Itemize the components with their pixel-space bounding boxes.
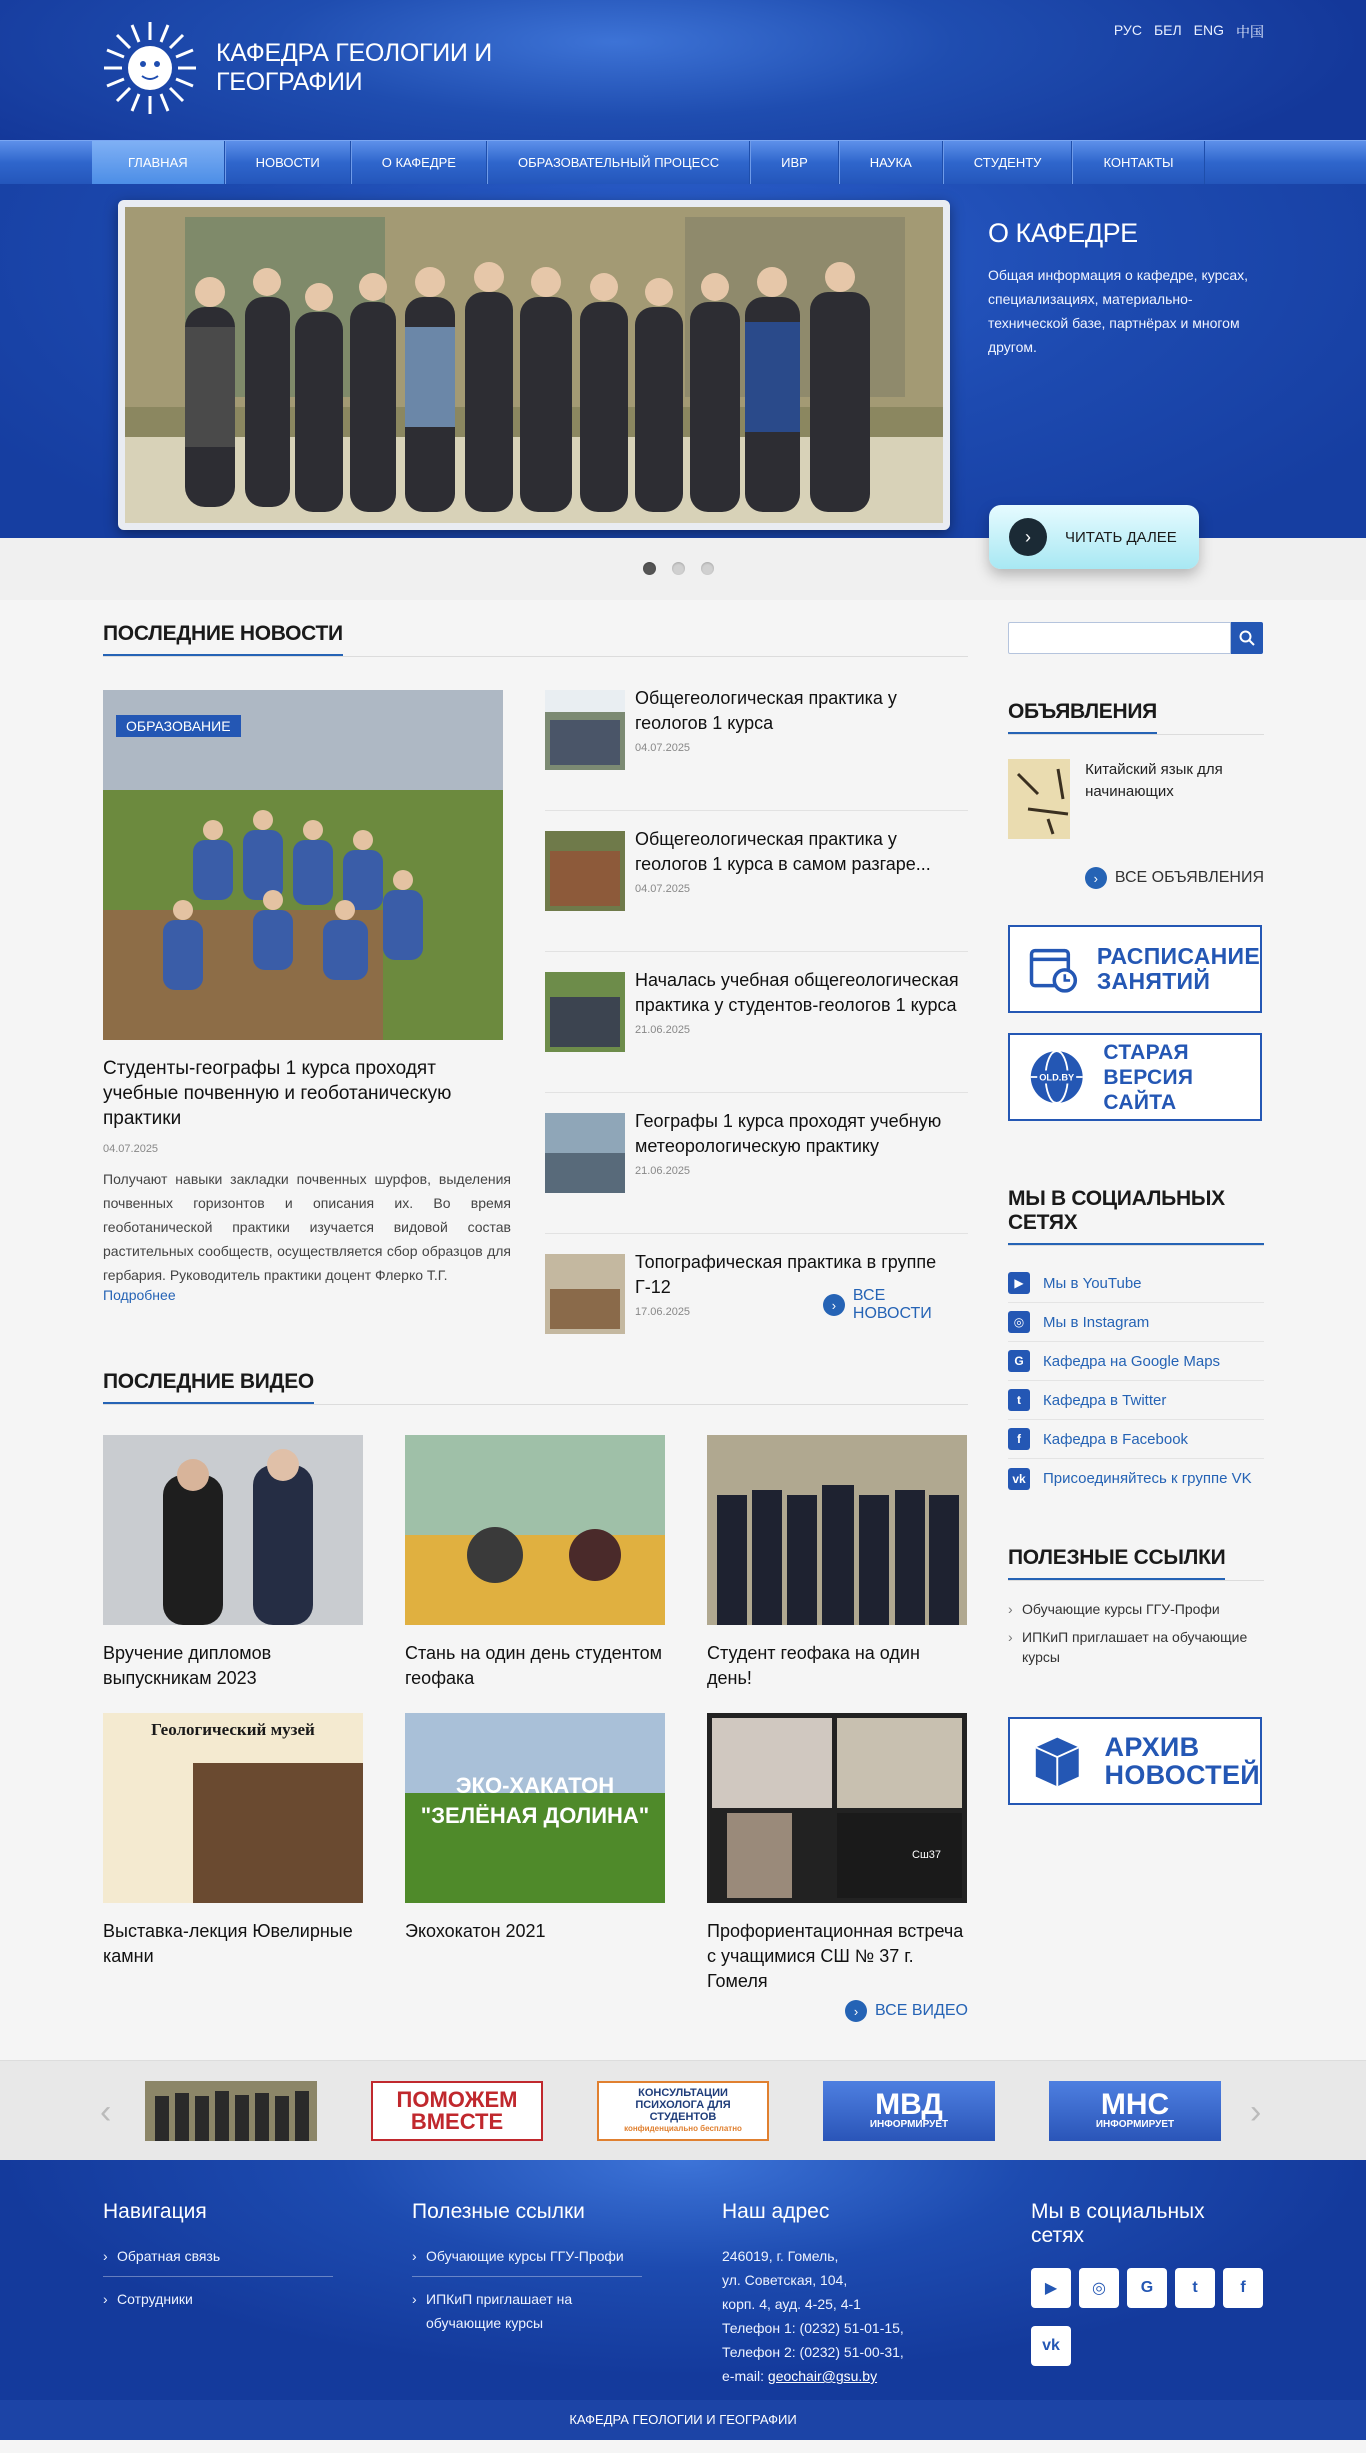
category-badge[interactable]: ОБРАЗОВАНИЕ xyxy=(116,715,241,737)
hero-slider xyxy=(0,184,1366,538)
social-vk-label[interactable]: Присоединяйтесь к группе VK xyxy=(1043,1470,1252,1487)
video-grid xyxy=(103,1435,968,1991)
video-title[interactable]: Студент геофака на один день! xyxy=(707,1643,920,1688)
vk-icon[interactable]: vk xyxy=(1031,2326,1071,2366)
video-title[interactable]: Выставка-лекция Ювелирные камни xyxy=(103,1921,353,1966)
partner-logo-mvd[interactable] xyxy=(823,2081,995,2141)
featured-news xyxy=(103,690,511,1303)
copyright: КАФЕДРА ГЕОЛОГИИ И ГЕОГРАФИИ xyxy=(0,2400,1366,2440)
arrow-right-icon: › xyxy=(845,2000,867,2022)
all-videos-label[interactable]: ВСЕ ВИДЕО xyxy=(875,2002,968,2019)
useful-header xyxy=(1008,1546,1264,1581)
old-site-banner[interactable] xyxy=(1008,1033,1262,1121)
footer-social-title: Мы в социальных сетях xyxy=(1031,2200,1205,2247)
language-switcher xyxy=(1114,22,1264,42)
news-title[interactable]: Началась учебная общегеологическая практика у студентов-геологов 1 курса xyxy=(635,970,959,1015)
sun-logo-icon xyxy=(102,20,198,116)
site-logo[interactable] xyxy=(102,20,496,116)
search-box xyxy=(1008,622,1264,654)
news-item[interactable] xyxy=(545,831,968,952)
carousel-next-arrow[interactable]: › xyxy=(1250,2093,1262,2131)
footer-navigation xyxy=(103,2200,333,2329)
featured-news-title[interactable]: Студенты-географы 1 курса проходят учебные почвенную и геоботаническую практики xyxy=(103,1058,452,1129)
vk-icon: vk xyxy=(1008,1468,1030,1490)
footer-address-title: Наш адрес xyxy=(722,2200,830,2223)
lang-zh[interactable]: 中国 xyxy=(1236,24,1264,40)
address-line: корп. 4, ауд. 4-25, 4-1 xyxy=(722,2296,861,2312)
slider-dot-2[interactable] xyxy=(672,562,685,575)
arrow-right-icon: › xyxy=(1085,867,1107,889)
news-date: 21.06.2025 xyxy=(635,1024,691,1036)
partner-logo-help-together[interactable] xyxy=(371,2081,543,2141)
site-title[interactable]: КАФЕДРА ГЕОЛОГИИ И ГЕОГРАФИИ xyxy=(216,39,492,96)
announcements-header xyxy=(1008,700,1264,735)
mns-logo-line1: МНС xyxy=(1100,2088,1170,2121)
social-title: МЫ В СОЦИАЛЬНЫХ СЕТЯХ xyxy=(1008,1187,1264,1245)
all-videos-link[interactable] xyxy=(845,2000,968,2022)
old-site-logo-text: OLD.BY xyxy=(1039,1072,1075,1083)
nav-science[interactable]: НАУКА xyxy=(839,141,943,185)
address-line: ул. Советская, 104, xyxy=(722,2272,848,2288)
social-vk[interactable] xyxy=(1008,1459,1264,1498)
archive-banner-line2: НОВОСТЕЙ xyxy=(1104,1760,1260,1790)
all-announcements-label[interactable]: ВСЕ ОБЪЯВЛЕНИЯ xyxy=(1114,869,1264,886)
schedule-banner-line2: ЗАНЯТИЙ xyxy=(1096,968,1211,994)
social-google-maps[interactable] xyxy=(1008,1342,1264,1381)
news-date: 04.07.2025 xyxy=(635,883,691,895)
nav-contacts[interactable]: КОНТАКТЫ xyxy=(1072,141,1204,185)
featured-news-date: 04.07.2025 xyxy=(103,1143,159,1155)
footer-useful xyxy=(412,2200,642,2353)
news-title[interactable]: Географы 1 курса проходят учебную метеорологическую практику xyxy=(635,1111,942,1156)
slide-caption xyxy=(988,218,1268,359)
main-nav xyxy=(0,140,1366,184)
news-thumbnail[interactable] xyxy=(545,1113,625,1193)
news-archive-banner[interactable] xyxy=(1008,1717,1262,1805)
social-youtube[interactable] xyxy=(1008,1264,1264,1303)
video-thumbnail[interactable] xyxy=(707,1435,967,1625)
slide-title: О КАФЕДРЕ xyxy=(988,218,1138,248)
news-date: 21.06.2025 xyxy=(635,1165,691,1177)
email-label: e-mail: xyxy=(722,2368,768,2384)
news-thumbnail[interactable] xyxy=(545,972,625,1052)
useful-link[interactable]: › Обучающие курсы ГГУ-Профи xyxy=(1008,1599,1264,1619)
useful-title: ПОЛЕЗНЫЕ ССЫЛКИ xyxy=(1008,1546,1225,1580)
featured-news-image[interactable] xyxy=(103,690,503,1040)
video-card[interactable] xyxy=(707,1435,967,1693)
phone-line: Телефон 2: (0232) 51-00-31, xyxy=(722,2344,904,2360)
instagram-icon[interactable]: ◎ xyxy=(1079,2268,1119,2308)
footer-useful-link[interactable]: › ИПКиП приглашает на обучающие курсы xyxy=(412,2287,642,2343)
nav-about[interactable]: О КАФЕДРЕ xyxy=(351,141,487,185)
arrow-right-icon: › xyxy=(823,1294,845,1316)
old-site-banner-line1: СТАРАЯ xyxy=(1103,1040,1189,1064)
calendar-clock-icon xyxy=(1028,940,1079,998)
slide-image[interactable] xyxy=(118,200,950,530)
video-title[interactable]: Стань на один день студентом геофака xyxy=(405,1643,663,1688)
video-thumbnail[interactable] xyxy=(405,1435,665,1625)
announcement-item[interactable] xyxy=(1008,759,1264,839)
read-more-button[interactable] xyxy=(989,505,1199,569)
video-thumbnail[interactable] xyxy=(405,1713,665,1903)
video-card[interactable] xyxy=(405,1435,665,1693)
footer-link-feedback[interactable]: › Обратная связь xyxy=(103,2244,333,2277)
museum-thumbnail-text: Геологический музей xyxy=(151,1720,315,1739)
all-news-label[interactable]: ВСЕ НОВОСТИ xyxy=(852,1287,932,1322)
news-item[interactable] xyxy=(545,690,968,811)
announcement-title[interactable]: Китайский язык для начинающих xyxy=(1085,761,1223,800)
news-title[interactable]: Топографическая практика в группе Г-12 xyxy=(635,1252,937,1297)
news-title[interactable]: Общегеологическая практика у геологов 1 курса xyxy=(635,688,897,733)
nav-ivr[interactable]: ИВР xyxy=(750,141,839,185)
news-section-title: ПОСЛЕДНИЕ НОВОСТИ xyxy=(103,622,343,656)
lang-be[interactable]: БЕЛ xyxy=(1153,22,1182,38)
footer-useful-link[interactable]: › Обучающие курсы ГГУ-Профи xyxy=(412,2244,642,2277)
partners-carousel xyxy=(0,2060,1366,2160)
help-logo-line1: ПОМОЖЕМ xyxy=(396,2087,518,2112)
social-instagram[interactable] xyxy=(1008,1303,1264,1342)
arrow-right-icon: › xyxy=(1009,518,1047,556)
psych-logo-line4: конфиденциально бесплатно xyxy=(624,2124,742,2133)
old-site-banner-line2: ВЕРСИЯ САЙТА xyxy=(1103,1065,1194,1114)
news-thumbnail[interactable] xyxy=(545,1254,625,1334)
youtube-icon: ▶ xyxy=(1008,1272,1030,1294)
video-thumbnail[interactable] xyxy=(103,1713,363,1903)
address-line: 246019, г. Гомель, xyxy=(722,2248,839,2264)
social-facebook-label[interactable]: Кафедра в Facebook xyxy=(1043,1430,1189,1448)
news-date: 04.07.2025 xyxy=(635,742,691,754)
all-news-link[interactable] xyxy=(823,1287,968,1323)
mvd-logo-line2: ИНФОРМИРУЕТ xyxy=(869,2119,949,2130)
featured-news-text: Получают навыки закладки почвенных шурфов, выделения почвенных горизонтов и описания их. Во время геоботанической практики изучается видовой состав растительных сообществ, осуществляется сбор образцов для гербария. Руководитель практики доцент Флерко Т.Г. xyxy=(103,1171,511,1283)
video-thumbnail[interactable] xyxy=(707,1713,967,1903)
nav-education[interactable]: ОБРАЗОВАТЕЛЬНЫЙ ПРОЦЕСС xyxy=(487,141,750,185)
social-twitter-label[interactable]: Кафедра в Twitter xyxy=(1043,1391,1167,1409)
carousel-prev-arrow[interactable]: ‹ xyxy=(100,2093,112,2131)
search-button[interactable] xyxy=(1231,622,1263,654)
footer-address xyxy=(722,2200,952,2388)
header xyxy=(0,0,1366,140)
mvd-logo-line1: МВД xyxy=(875,2088,943,2121)
read-more-label: ЧИТАТЬ ДАЛЕЕ xyxy=(1065,528,1177,546)
partner-logo-photo[interactable] xyxy=(145,2081,317,2141)
news-thumbnail[interactable] xyxy=(545,831,625,911)
email-link[interactable]: geochair@gsu.by xyxy=(767,2368,878,2384)
video-title[interactable]: Экохокатон 2021 xyxy=(405,1921,546,1941)
news-title[interactable]: Общегеологическая практика у геологов 1 курса в самом разгаре... xyxy=(635,829,931,874)
social-header xyxy=(1008,1187,1264,1246)
slider-dot-1[interactable] xyxy=(643,562,656,575)
social-instagram-label[interactable]: Мы в Instagram xyxy=(1043,1313,1150,1331)
videos-section-title: ПОСЛЕДНИЕ ВИДЕО xyxy=(103,1370,314,1404)
news-thumbnail[interactable] xyxy=(545,690,625,770)
search-icon xyxy=(1239,630,1255,646)
all-announcements-link[interactable] xyxy=(1008,867,1264,889)
google-icon: G xyxy=(1008,1350,1030,1372)
lang-ru[interactable]: РУС xyxy=(1113,22,1142,38)
globe-icon xyxy=(1028,1046,1085,1108)
lang-en[interactable]: ENG xyxy=(1193,22,1224,38)
slider-dots xyxy=(643,562,714,575)
twitter-icon[interactable]: t xyxy=(1175,2268,1215,2308)
phone-line: Телефон 1: (0232) 51-01-15, xyxy=(722,2320,904,2336)
announcements-title: ОБЪЯВЛЕНИЯ xyxy=(1008,700,1157,734)
footer-link-staff[interactable]: › Сотрудники xyxy=(103,2287,333,2319)
social-youtube-label[interactable]: Мы в YouTube xyxy=(1043,1274,1142,1292)
news-item[interactable] xyxy=(545,972,968,1093)
video-title[interactable]: Вручение дипломов выпускникам 2023 xyxy=(103,1643,272,1688)
footer xyxy=(0,2160,1366,2400)
archive-box-icon xyxy=(1028,1731,1087,1791)
schedule-banner[interactable] xyxy=(1008,925,1262,1013)
video-card[interactable] xyxy=(103,1435,363,1693)
psych-logo-line2: ПСИХОЛОГА ДЛЯ xyxy=(635,2099,731,2111)
video-card[interactable] xyxy=(103,1713,363,1971)
psych-logo-line3: СТУДЕНТОВ xyxy=(649,2111,717,2123)
footer-nav-title: Навигация xyxy=(103,2200,207,2223)
mns-logo-line2: ИНФОРМИРУЕТ xyxy=(1095,2119,1175,2130)
videos-header xyxy=(103,1370,968,1405)
social-google-label[interactable]: Кафедра на Google Maps xyxy=(1043,1352,1221,1370)
featured-news-more-link[interactable]: Подробнее xyxy=(103,1287,176,1303)
slider-dot-3[interactable] xyxy=(701,562,714,575)
video-card[interactable] xyxy=(405,1713,665,1971)
nav-news[interactable]: НОВОСТИ xyxy=(225,141,351,185)
instagram-icon: ◎ xyxy=(1008,1311,1030,1333)
archive-banner-line1: АРХИВ xyxy=(1104,1732,1200,1762)
twitter-icon: t xyxy=(1008,1389,1030,1411)
school-thumbnail-text: Сш37 xyxy=(912,1849,942,1861)
sidebar xyxy=(1008,600,1264,1805)
google-icon[interactable]: G xyxy=(1127,2268,1167,2308)
footer-social xyxy=(1031,2200,1261,2376)
footer-useful-title: Полезные ссылки xyxy=(412,2200,585,2223)
announcement-thumbnail[interactable] xyxy=(1008,759,1070,839)
search-input[interactable] xyxy=(1008,622,1231,654)
social-list xyxy=(1008,1264,1264,1498)
social-twitter[interactable] xyxy=(1008,1381,1264,1420)
news-date: 17.06.2025 xyxy=(635,1306,691,1318)
video-title[interactable]: Профориентационная встреча с учащимися СШ № 37 г. Гомеля xyxy=(707,1921,964,1991)
facebook-icon: f xyxy=(1008,1428,1030,1450)
news-item[interactable] xyxy=(545,1113,968,1234)
psych-logo-line1: КОНСУЛЬТАЦИИ xyxy=(638,2087,728,2099)
schedule-banner-line1: РАСПИСАНИЕ xyxy=(1096,943,1260,969)
eco-thumbnail-text-1: ЭКО-ХАКАТОН xyxy=(455,1773,615,1798)
partner-logo-psychologist[interactable] xyxy=(597,2081,769,2141)
social-facebook[interactable] xyxy=(1008,1420,1264,1459)
videos-section xyxy=(103,1370,968,2019)
facebook-icon[interactable]: f xyxy=(1223,2268,1263,2308)
video-card[interactable] xyxy=(707,1713,967,1991)
useful-links xyxy=(1008,1599,1264,1667)
slide-description: Общая информация о кафедре, курсах, специализациях, материально-технической базе, партнёрах и многом другом. xyxy=(988,267,1249,355)
main-content xyxy=(0,600,1366,2060)
partner-logo-mns[interactable] xyxy=(1049,2081,1221,2141)
video-thumbnail[interactable] xyxy=(103,1435,363,1625)
nav-student[interactable]: СТУДЕНТУ xyxy=(943,141,1073,185)
eco-thumbnail-text-2: "ЗЕЛЁНАЯ ДОЛИНА" xyxy=(420,1803,650,1828)
nav-home[interactable]: ГЛАВНАЯ xyxy=(92,141,225,185)
news-header xyxy=(103,622,968,657)
help-logo-line2: ВМЕСТЕ xyxy=(410,2109,504,2134)
left-column xyxy=(103,600,968,2019)
youtube-icon[interactable]: ▶ xyxy=(1031,2268,1071,2308)
useful-link[interactable]: › ИПКиП приглашает на обучающие курсы xyxy=(1008,1627,1264,1667)
